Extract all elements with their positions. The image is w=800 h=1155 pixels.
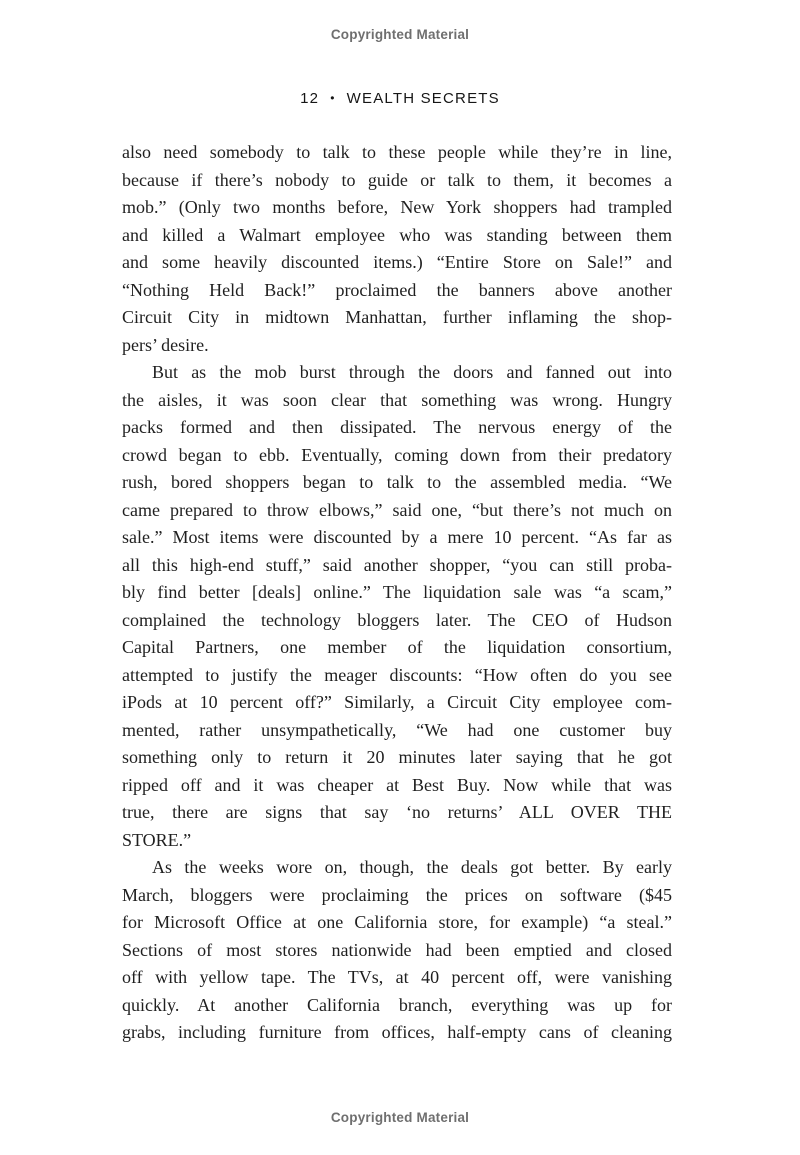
text-line: for Microsoft Office at one California store, for example) “a steal.” — [122, 912, 672, 932]
text-line: and some heavily discounted items.) “Entire Store on Sale!” and — [122, 252, 672, 272]
running-head — [0, 90, 800, 107]
copyright-notice-top: Copyrighted Material — [330, 27, 470, 42]
text-line: came prepared to throw elbows,” said one, “but there’s not much on — [122, 499, 672, 520]
text-line: something only to return it 20 minutes later saying that he got — [122, 747, 672, 767]
text-line: Capital Partners, one member of the liquidation consortium, — [122, 637, 672, 657]
text-line: all this high-end stuff,” said another shopper, “you can still proba- — [122, 554, 672, 575]
text-line: As the weeks wore on, though, the deals got better. By early — [152, 857, 672, 877]
text-line: complained the technology bloggers later. The CEO of Hudson — [122, 609, 672, 630]
text-line: rush, bored shoppers began to talk to the assembled media. “We — [122, 472, 672, 492]
text-line: true, there are signs that say ‘no returns’ ALL OVER THE — [122, 802, 672, 822]
text-line: pers’ desire. — [122, 334, 209, 355]
text-line: mented, rather unsympathetically, “We had one customer buy — [122, 719, 672, 740]
copyright-notice-bottom: Copyrighted Material — [330, 1110, 470, 1125]
text-line: bly find better [deals] online.” The liquidation sale was “a scam,” — [122, 582, 672, 602]
text-line: mob.” (Only two months before, New York shoppers had trampled — [122, 197, 672, 217]
text-line: sale.” Most items were discounted by a mere 10 percent. “As far as — [122, 527, 672, 547]
text-line: ripped off and it was cheaper at Best Buy. Now while that was — [122, 774, 672, 795]
text-line: quickly. At another California branch, everything was up for — [122, 994, 672, 1015]
text-line: iPods at 10 percent off?” Similarly, a Circuit City employee com- — [122, 692, 672, 712]
body-text — [122, 139, 672, 1047]
text-line: packs formed and then dissipated. The nervous energy of the — [122, 417, 672, 437]
text-line: “Nothing Held Back!” proclaimed the banners above another — [122, 279, 672, 300]
bullet-separator: • — [330, 91, 336, 105]
text-line: off with yellow tape. The TVs, at 40 percent off, were vanishing — [122, 967, 672, 987]
page-number: 12 — [300, 90, 320, 107]
text-line: because if there’s nobody to guide or talk to them, it becomes a — [122, 169, 672, 190]
text-line: the aisles, it was soon clear that something was wrong. Hungry — [122, 389, 672, 410]
text-line: Sections of most stores nationwide had been emptied and closed — [122, 939, 672, 960]
book-title: WEALTH SECRETS — [346, 90, 500, 107]
text-line: Circuit City in midtown Manhattan, further inflaming the shop- — [122, 307, 672, 327]
text-line: crowd began to ebb. Eventually, coming down from their predatory — [122, 444, 672, 465]
text-line: and killed a Walmart employee who was standing between them — [122, 224, 672, 245]
text-line: attempted to justify the meager discounts: “How often do you see — [122, 664, 672, 685]
text-line: grabs, including furniture from offices, half-empty cans of cleaning — [122, 1022, 672, 1042]
text-line: STORE.” — [122, 829, 192, 850]
text-line: also need somebody to talk to these people while they’re in line, — [122, 142, 672, 162]
text-line: March, bloggers were proclaiming the prices on software ($45 — [122, 884, 672, 905]
text-line: But as the mob burst through the doors and fanned out into — [152, 362, 672, 382]
